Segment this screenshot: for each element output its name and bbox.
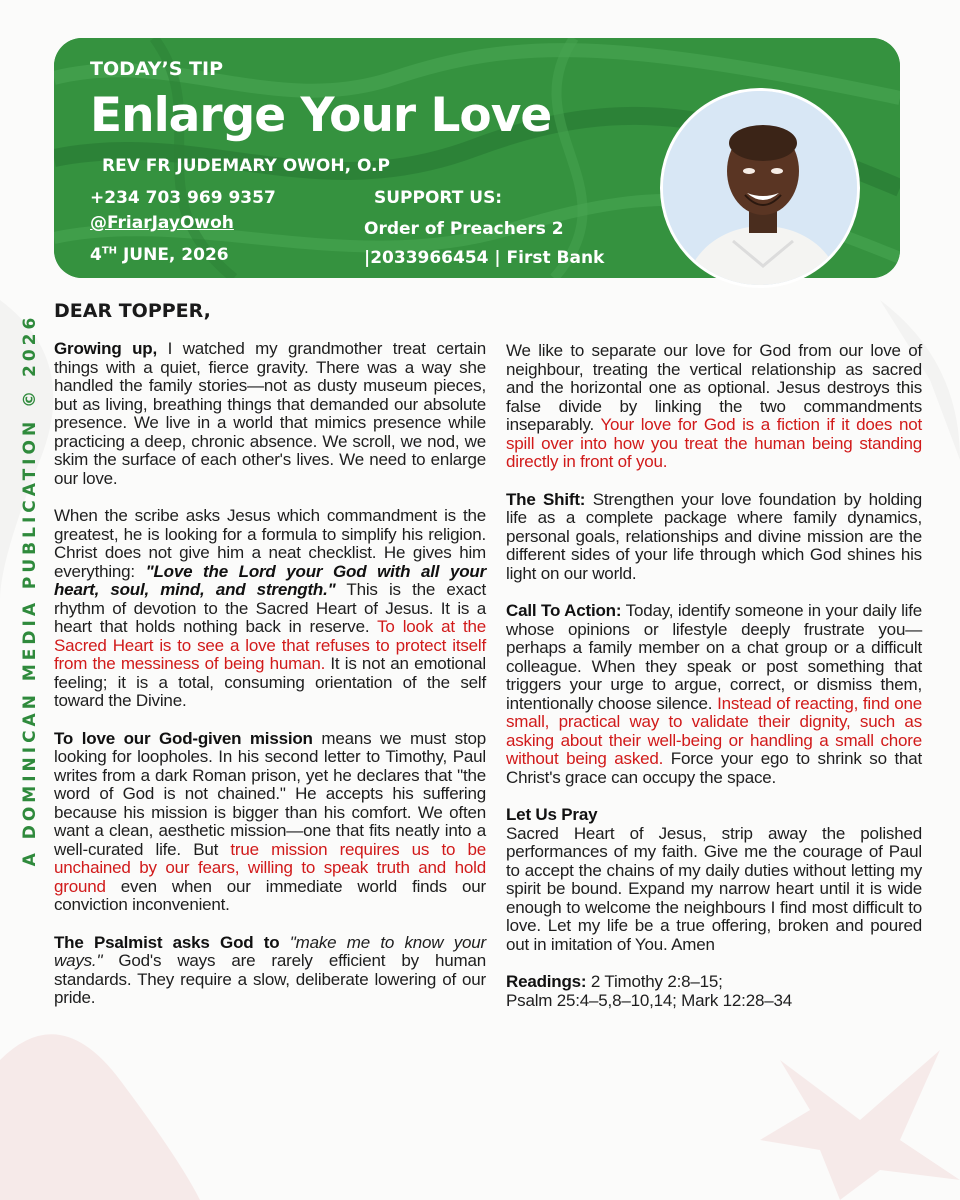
- bank-details-line2: |2033966454 | First Bank: [364, 248, 605, 268]
- author-name: REV FR JUDEMARY OWOH, O.P: [102, 156, 390, 176]
- support-label: SUPPORT US:: [374, 188, 503, 208]
- portrait-image: [663, 91, 860, 288]
- prayer-section: Let Us Pray Sacred Heart of Jesus, strip away the polished performances of my faith. Give me the courage of Paul to accept the chains of my daily duties without letting my spirit be bound. Expand my narrow heart until it is wide enough to welcome the neighbours I find most difficult to love. Let my life be a true offering, broken and poured out in imitation of You. Amen: [506, 805, 922, 954]
- tip-label: TODAY’S TIP: [90, 58, 223, 80]
- paragraph-call-to-action: Call To Action: Today, identify someone in your daily life whose opinions or lifestyle deeply frustrate you—perhaps a family member on a chat group or a difficult colleague. When they speak or post something that triggers your urge to argue, correct, or dismiss them, intentionally choose silence. Instead of reacting, find one small, practical way to validate their dignity, such as asking about their well-being or handling a small chore without being asked. Force your ego to shrink so that Christ's grace can occupy the space.: [506, 601, 923, 787]
- publication-date: 4TH JUNE, 2026: [90, 245, 229, 265]
- greeting: DEAR TOPPER,: [54, 300, 211, 322]
- paragraph-scribe: When the scribe asks Jesus which commandment is the greatest, he is looking for a formula to simplify his religion. Christ does not give him a neat checklist. He gives him everything: "Love the Lord your God with all your heart, soul, mind, and strength." This is the exact rhythm of devotion to the Sacred Heart of Jesus. It is a heart that holds nothing back in reserve. To look at the Sacred Heart is to see a love that refuses to protect itself from the messiness of being human. It is not an emotional feeling; it is a total, consuming orientation of the self toward the Divine.: [54, 506, 486, 710]
- paragraph-growing-up: Growing up, I watched my grandmother treat certain things with a quiet, fierce gravity. There was a way she handled the family stories—not as dusty museum pieces, but as living, breathing things that demanded our absolute presence. We live in a world that mimics presence while practicing a deep, chronic absence. We scroll, we nod, we skim the surface of each other's lives. We need to enlarge our love.: [54, 339, 487, 488]
- prayer-heading: Let Us Pray: [506, 805, 598, 824]
- readings: Readings: 2 Timothy 2:8–15; Psalm 25:4–5,8–10,14; Mark 12:28–34: [506, 972, 792, 1010]
- publication-credit: A DOMINICAN MEDIA PUBLICATION © 2026: [20, 313, 40, 867]
- right-column: [506, 342, 922, 1029]
- paragraph-neighbour: We like to separate our love for God from our love of neighbour, treating the vertical relationship as sacred and the horizontal one as optional. Jesus destroys this false divide by linking the two commandments inseparably. Your love for God is a fiction if it does not spill over into how you treat the human being standing directly in front of you.: [506, 341, 922, 471]
- paragraph-mission: To love our God-given mission means we must stop looking for loopholes. In his second letter to Timothy, Paul writes from a dark Roman prison, yet he declares that "the word of God is not chained." He accepts his suffering because his mission is bigger than his comfort. We often want a clean, aesthetic mission—one that fits neatly into a well-curated life. But true mission requires us to be unchained by our fears, willing to speak truth and hold ground even when our immediate world finds our conviction inconvenient.: [54, 728, 486, 914]
- phone-number: +234 703 969 9357: [90, 188, 276, 208]
- paragraph-shift: The Shift: Strengthen your love foundation by holding life as a complete package where family dynamics, personal goals, relationships and divine mission are the different sides of your life through which God shines his light on our world.: [506, 489, 922, 583]
- paragraph-psalmist: The Psalmist asks God to "make me to know your ways." God's ways are rarely efficient by human standards. They require a slow, deliberate lowering of our pride.: [54, 932, 486, 1007]
- page-title: Enlarge Your Love: [90, 88, 552, 143]
- author-portrait: [660, 88, 860, 288]
- social-handle-link[interactable]: @FriarJayOwoh: [90, 213, 234, 233]
- bank-details-line1: Order of Preachers 2: [364, 219, 564, 239]
- left-column: [54, 340, 486, 1027]
